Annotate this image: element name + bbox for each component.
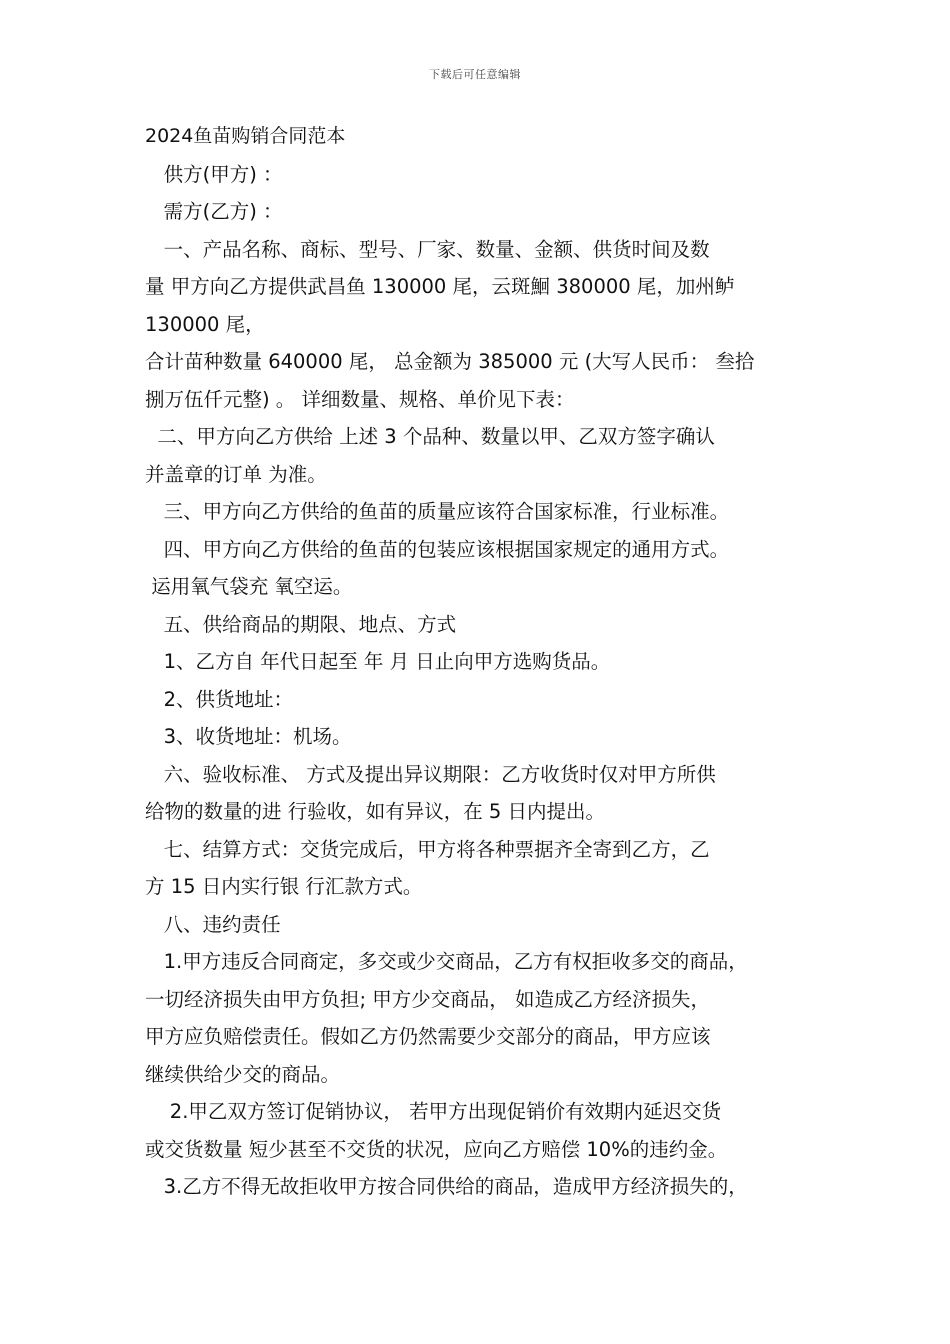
document-line: 继续供给少交的商品。 <box>145 1062 341 1086</box>
document-line: 或交货数量 短少甚至不交货的状况，应向乙方赔偿 10%的违约金。 <box>145 1137 728 1161</box>
document-line: 2、供货地址： <box>145 687 294 711</box>
document-line: 2.甲乙双方签订促销协议， 若甲方出现促销价有效期内延迟交货 <box>145 1100 722 1123</box>
document-line: 一切经济损失由甲方负担; 甲方少交商品， 如造成乙方经济损失， <box>145 987 710 1011</box>
document-paragraphs <box>145 156 825 1206</box>
document-line: 六、验收标准、 方式及提出异议期限：乙方收货时仅对甲方所供 <box>145 762 716 786</box>
document-line: 并盖章的订单 为准。 <box>145 462 327 486</box>
document-line: 需方(乙方) ： <box>145 200 283 223</box>
document-line: 合计苗种数量 640000 尾， 总金额为 385000 元 (大写人民币： 叁拾 <box>145 350 755 373</box>
document-line: 一、产品名称、商标、型号、厂家、数量、金额、供货时间及数 <box>145 237 710 261</box>
document-line: 甲方应负赔偿责任。假如乙方仍然需要少交部分的商品，甲方应该 <box>145 1025 711 1048</box>
document-title: 2024鱼苗购销合同范本 <box>145 125 346 147</box>
document-line: 二、甲方向乙方供给 上述 3 个品种、数量以甲、乙双方签字确认 <box>145 425 715 448</box>
document-line: 八、违约责任 <box>145 912 281 936</box>
document-line: 捌万伍仟元整) 。 详细数量、规格、单价见下表： <box>145 387 575 411</box>
document-line: 四、甲方向乙方供给的鱼苗的包装应该根据国家规定的通用方式。 <box>145 537 730 561</box>
document-line: 运用氧气袋充 氧空运。 <box>145 575 353 598</box>
document-line: 1.甲方违反合同商定，多交或少交商品，乙方有权拒收多交的商品， <box>145 950 748 973</box>
document-line: 方 15 日内实行银 行汇款方式。 <box>145 875 423 898</box>
document-line: 五、供给商品的期限、地点、方式 <box>145 612 457 636</box>
document-line: 3、收货地址：机场。 <box>145 725 352 748</box>
document-line: 1、乙方自 年代日起至 年 月 日止向甲方选购货品。 <box>145 650 611 673</box>
header-note: 下载后可任意编辑 <box>429 68 521 81</box>
document-line: 3.乙方不得无故拒收甲方按合同供给的商品，造成甲方经济损失的， <box>145 1175 748 1198</box>
document-body <box>145 118 825 1206</box>
document-line: 130000 尾， <box>145 312 265 336</box>
document-line: 供方(甲方) ： <box>145 162 283 186</box>
document-line: 七、结算方式：交货完成后，甲方将各种票据齐全寄到乙方，乙 <box>145 837 710 861</box>
document-line: 量 甲方向乙方提供武昌鱼 130000 尾，云斑鮰 380000 尾，加州鲈 <box>145 275 735 298</box>
document-line: 三、甲方向乙方供给的鱼苗的质量应该符合国家标准，行业标准。 <box>145 500 730 523</box>
document-line: 给物的数量的进 行验收，如有异议，在 5 日内提出。 <box>145 800 606 823</box>
